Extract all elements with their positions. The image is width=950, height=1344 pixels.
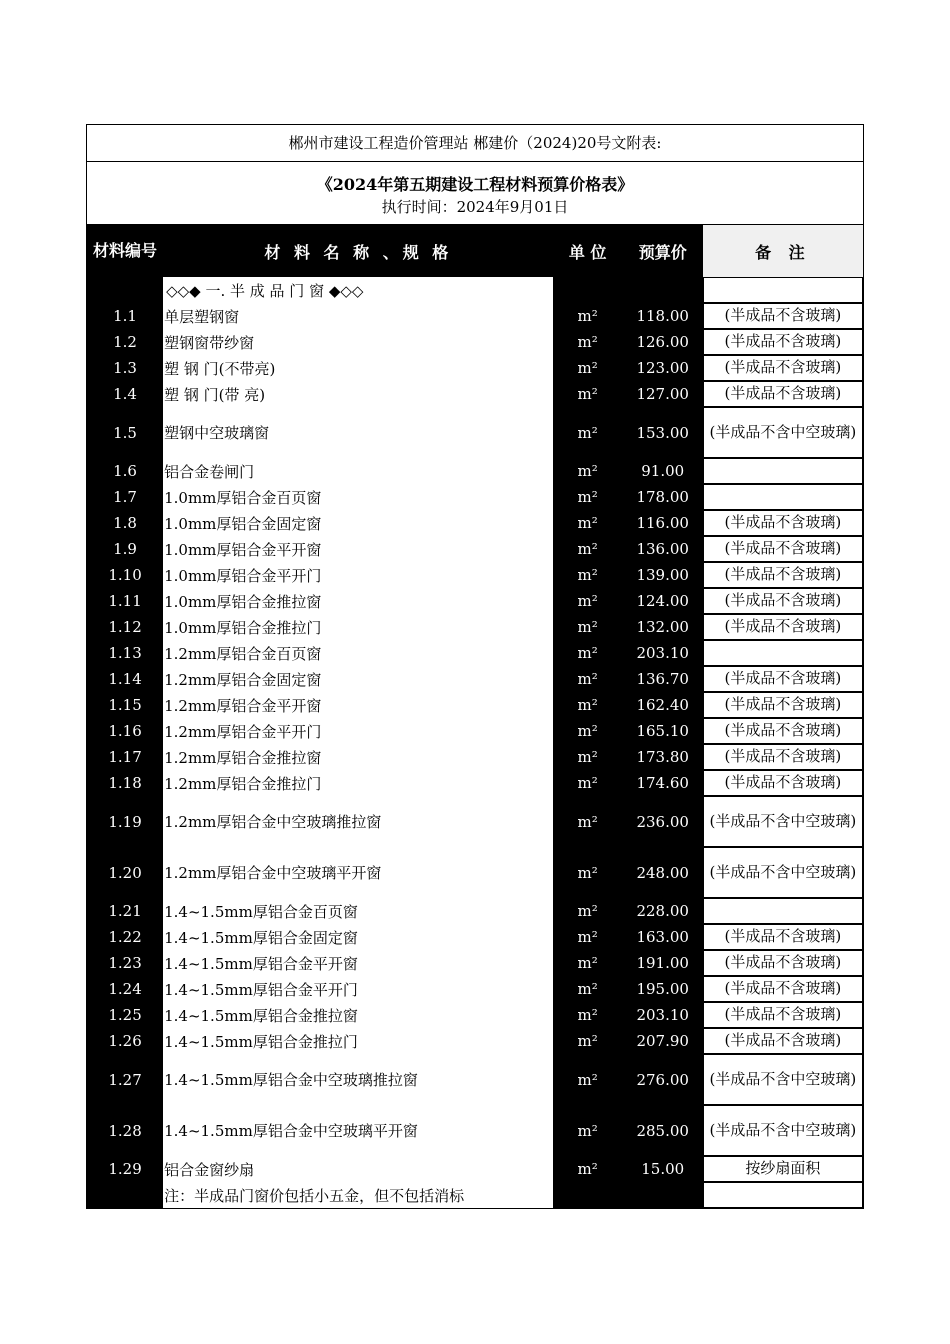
- material-unit: m²: [553, 329, 623, 355]
- material-unit: m²: [553, 950, 623, 976]
- material-note: (半成品不含中空玻璃): [703, 1054, 863, 1105]
- material-note: 按纱扇面积: [703, 1156, 863, 1182]
- material-name: 1.4~1.5mm厚铝合金平开窗: [164, 954, 358, 973]
- material-price: 195.00: [623, 976, 703, 1002]
- material-code: 1.24: [87, 976, 163, 1002]
- material-price: 116.00: [623, 510, 703, 536]
- material-code: 1.17: [87, 744, 163, 770]
- material-code: 1.7: [87, 484, 163, 510]
- material-note: (半成品不含玻璃): [703, 770, 863, 796]
- material-unit: m²: [553, 666, 623, 692]
- material-price: 153.00: [623, 407, 703, 458]
- material-unit: m²: [553, 718, 623, 744]
- material-price: 207.90: [623, 1028, 703, 1054]
- material-code: 1.27: [87, 1054, 163, 1105]
- material-note: (半成品不含玻璃): [703, 562, 863, 588]
- material-unit: m²: [553, 1028, 623, 1054]
- material-price: 178.00: [623, 484, 703, 510]
- material-note: (半成品不含玻璃): [703, 1028, 863, 1054]
- material-note: (半成品不含玻璃): [703, 666, 863, 692]
- table-row: [87, 1002, 863, 1028]
- material-name: 塑 钢 门(不带亮): [164, 359, 276, 378]
- col-header-code: 材料编号: [87, 225, 163, 277]
- material-code: 1.22: [87, 924, 163, 950]
- material-name: 1.4~1.5mm厚铝合金推拉窗: [164, 1006, 358, 1025]
- material-name: 1.4~1.5mm厚铝合金平开门: [164, 980, 358, 999]
- material-code: 1.29: [87, 1156, 163, 1182]
- document-header: 郴州市建设工程造价管理站 郴建价（2024)20号文附表:: [87, 125, 863, 162]
- material-code: 1.20: [87, 847, 163, 898]
- table-row: [87, 1105, 863, 1156]
- table-row: [87, 303, 863, 329]
- material-code: 1.12: [87, 614, 163, 640]
- material-name: 1.4~1.5mm厚铝合金固定窗: [164, 928, 358, 947]
- table-row: [87, 718, 863, 744]
- price-sheet: [86, 124, 864, 1209]
- table-row: [87, 950, 863, 976]
- material-name: 1.2mm厚铝合金固定窗: [164, 670, 322, 689]
- material-price: 136.00: [623, 536, 703, 562]
- material-note: [703, 484, 863, 510]
- table-row: [87, 1054, 863, 1105]
- material-unit: m²: [553, 1054, 623, 1105]
- material-name: 1.0mm厚铝合金平开窗: [164, 540, 322, 559]
- table-row: [87, 588, 863, 614]
- material-name: 单层塑钢窗: [164, 307, 240, 326]
- table-row: [87, 924, 863, 950]
- material-unit: m²: [553, 692, 623, 718]
- material-name: 1.2mm厚铝合金百页窗: [164, 644, 322, 663]
- material-price: 203.10: [623, 1002, 703, 1028]
- col-header-name: 材 料 名 称 、规 格: [163, 225, 553, 277]
- material-price: 162.40: [623, 692, 703, 718]
- material-unit: m²: [553, 588, 623, 614]
- table-row: [87, 640, 863, 666]
- table-row: [87, 770, 863, 796]
- material-note: (半成品不含玻璃): [703, 924, 863, 950]
- footnote-unit-cell: [553, 1182, 623, 1208]
- table-row: [87, 666, 863, 692]
- material-price: 248.00: [623, 847, 703, 898]
- table-row: [87, 458, 863, 484]
- material-code: 1.13: [87, 640, 163, 666]
- material-note: (半成品不含玻璃): [703, 718, 863, 744]
- material-code: 1.3: [87, 355, 163, 381]
- section-title: ◇◇◆ 一. 半 成 品 门 窗 ◆◇◇: [166, 281, 364, 300]
- material-note: (半成品不含玻璃): [703, 1002, 863, 1028]
- material-unit: m²: [553, 536, 623, 562]
- material-note: (半成品不含玻璃): [703, 303, 863, 329]
- section-code-cell: [87, 277, 163, 303]
- material-note: (半成品不含玻璃): [703, 536, 863, 562]
- table-row: [87, 510, 863, 536]
- material-code: 1.14: [87, 666, 163, 692]
- material-name: 铝合金卷闸门: [164, 462, 255, 481]
- material-code: 1.6: [87, 458, 163, 484]
- material-name: 1.2mm厚铝合金推拉窗: [164, 748, 322, 767]
- material-code: 1.26: [87, 1028, 163, 1054]
- material-name: 1.2mm厚铝合金平开门: [164, 722, 322, 741]
- material-unit: m²: [553, 847, 623, 898]
- table-row: [87, 1028, 863, 1054]
- material-name: 1.2mm厚铝合金平开窗: [164, 696, 322, 715]
- material-price: 236.00: [623, 796, 703, 847]
- col-header-price: 预算价: [623, 225, 703, 277]
- material-unit: m²: [553, 1105, 623, 1156]
- material-unit: m²: [553, 898, 623, 924]
- footnote-text: 注：半成品门窗价包括小五金，但不包括消标: [164, 1186, 465, 1205]
- footnote-price-cell: [623, 1182, 703, 1208]
- material-unit: m²: [553, 381, 623, 407]
- table-row: [87, 744, 863, 770]
- material-note: (半成品不含玻璃): [703, 510, 863, 536]
- material-code: 1.8: [87, 510, 163, 536]
- material-unit: m²: [553, 562, 623, 588]
- material-note: (半成品不含中空玻璃): [703, 847, 863, 898]
- section-price-cell: [623, 277, 703, 303]
- material-price: 165.10: [623, 718, 703, 744]
- material-name: 1.0mm厚铝合金推拉门: [164, 618, 322, 637]
- material-unit: m²: [553, 976, 623, 1002]
- material-code: 1.25: [87, 1002, 163, 1028]
- material-code: 1.19: [87, 796, 163, 847]
- material-note: (半成品不含玻璃): [703, 355, 863, 381]
- table-row: [87, 329, 863, 355]
- material-unit: m²: [553, 744, 623, 770]
- footnote-note-cell: [703, 1182, 863, 1208]
- material-name: 1.0mm厚铝合金平开门: [164, 566, 322, 585]
- material-unit: m²: [553, 614, 623, 640]
- material-code: 1.2: [87, 329, 163, 355]
- footnote-code-cell: [87, 1182, 163, 1208]
- material-code: 1.9: [87, 536, 163, 562]
- material-price: 191.00: [623, 950, 703, 976]
- material-unit: m²: [553, 924, 623, 950]
- table-row: [87, 692, 863, 718]
- material-name: 1.2mm厚铝合金中空玻璃平开窗: [164, 864, 382, 882]
- material-price: 139.00: [623, 562, 703, 588]
- material-price: 285.00: [623, 1105, 703, 1156]
- material-unit: m²: [553, 484, 623, 510]
- material-price-table: [87, 225, 863, 1208]
- material-name: 塑钢中空玻璃窗: [164, 424, 270, 442]
- material-price: 118.00: [623, 303, 703, 329]
- material-price: 91.00: [623, 458, 703, 484]
- table-header-row: [87, 225, 863, 277]
- material-code: 1.1: [87, 303, 163, 329]
- material-name: 1.4~1.5mm厚铝合金中空玻璃平开窗: [164, 1122, 418, 1140]
- material-note: (半成品不含玻璃): [703, 692, 863, 718]
- material-code: 1.10: [87, 562, 163, 588]
- table-row: [87, 976, 863, 1002]
- section-note-cell: [703, 277, 863, 303]
- material-price: 203.10: [623, 640, 703, 666]
- material-code: 1.21: [87, 898, 163, 924]
- table-row: [87, 1156, 863, 1182]
- material-note: (半成品不含玻璃): [703, 976, 863, 1002]
- material-unit: m²: [553, 407, 623, 458]
- material-unit: m²: [553, 303, 623, 329]
- material-note: (半成品不含中空玻璃): [703, 796, 863, 847]
- material-name: 1.0mm厚铝合金固定窗: [164, 514, 322, 533]
- table-row: [87, 847, 863, 898]
- title-block: [87, 162, 863, 225]
- table-row: [87, 614, 863, 640]
- material-note: (半成品不含玻璃): [703, 329, 863, 355]
- material-note: [703, 640, 863, 666]
- material-unit: m²: [553, 355, 623, 381]
- material-name: 1.0mm厚铝合金推拉窗: [164, 592, 322, 611]
- material-code: 1.16: [87, 718, 163, 744]
- material-name: 1.2mm厚铝合金推拉门: [164, 774, 322, 793]
- section-unit-cell: [553, 277, 623, 303]
- material-price: 127.00: [623, 381, 703, 407]
- material-name: 塑钢窗带纱窗: [164, 333, 255, 352]
- material-price: 163.00: [623, 924, 703, 950]
- material-price: 136.70: [623, 666, 703, 692]
- table-row: [87, 355, 863, 381]
- material-unit: m²: [553, 1156, 623, 1182]
- material-price: 228.00: [623, 898, 703, 924]
- material-price: 276.00: [623, 1054, 703, 1105]
- material-unit: m²: [553, 510, 623, 536]
- material-price: 123.00: [623, 355, 703, 381]
- table-row: [87, 484, 863, 510]
- table-row: [87, 796, 863, 847]
- material-price: 173.80: [623, 744, 703, 770]
- material-note: (半成品不含玻璃): [703, 950, 863, 976]
- material-note: [703, 458, 863, 484]
- material-name: 1.2mm厚铝合金中空玻璃推拉窗: [164, 813, 382, 831]
- section-row: [87, 277, 863, 303]
- material-code: 1.15: [87, 692, 163, 718]
- document-title: 《2024年第五期建设工程材料预算价格表》: [316, 175, 634, 194]
- material-unit: m²: [553, 458, 623, 484]
- table-row: [87, 898, 863, 924]
- material-code: 1.5: [87, 407, 163, 458]
- execution-date: 执行时间：2024年9月01日: [381, 198, 569, 216]
- material-price: 132.00: [623, 614, 703, 640]
- col-header-unit: 单 位: [553, 225, 623, 277]
- material-note: (半成品不含中空玻璃): [703, 1105, 863, 1156]
- material-price: 126.00: [623, 329, 703, 355]
- material-name: 塑 钢 门(带 亮): [164, 385, 266, 404]
- material-name: 铝合金窗纱扇: [164, 1160, 255, 1179]
- material-price: 174.60: [623, 770, 703, 796]
- material-name: 1.4~1.5mm厚铝合金推拉门: [164, 1032, 358, 1051]
- material-unit: m²: [553, 796, 623, 847]
- material-name: 1.0mm厚铝合金百页窗: [164, 488, 322, 507]
- material-note: [703, 898, 863, 924]
- material-code: 1.28: [87, 1105, 163, 1156]
- table-row: [87, 536, 863, 562]
- table-row: [87, 407, 863, 458]
- table-row: [87, 381, 863, 407]
- material-code: 1.11: [87, 588, 163, 614]
- footnote-row: [87, 1182, 863, 1208]
- material-code: 1.23: [87, 950, 163, 976]
- material-price: 124.00: [623, 588, 703, 614]
- material-note: (半成品不含中空玻璃): [703, 407, 863, 458]
- table-row: [87, 562, 863, 588]
- material-name: 1.4~1.5mm厚铝合金百页窗: [164, 902, 358, 921]
- material-note: (半成品不含玻璃): [703, 381, 863, 407]
- col-header-note: 备 注: [703, 225, 863, 277]
- material-code: 1.4: [87, 381, 163, 407]
- material-unit: m²: [553, 640, 623, 666]
- material-name: 1.4~1.5mm厚铝合金中空玻璃推拉窗: [164, 1071, 418, 1089]
- material-code: 1.18: [87, 770, 163, 796]
- material-note: (半成品不含玻璃): [703, 614, 863, 640]
- material-unit: m²: [553, 1002, 623, 1028]
- material-note: (半成品不含玻璃): [703, 588, 863, 614]
- material-note: (半成品不含玻璃): [703, 744, 863, 770]
- material-price: 15.00: [623, 1156, 703, 1182]
- material-unit: m²: [553, 770, 623, 796]
